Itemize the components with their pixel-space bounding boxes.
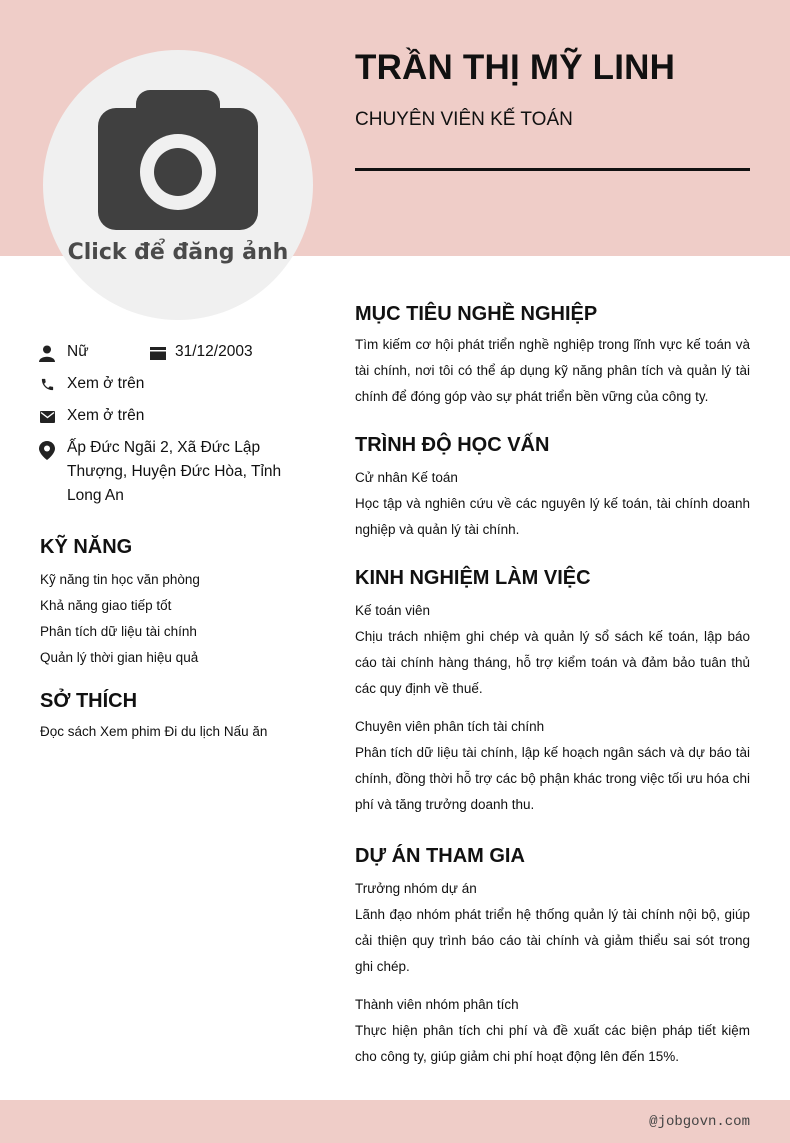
objective-heading: MỤC TIÊU NGHỀ NGHIỆP xyxy=(355,303,598,325)
skill-item: Quản lý thời gian hiệu quả xyxy=(40,650,199,665)
projects-heading: DỰ ÁN THAM GIA xyxy=(355,845,525,867)
address-value: Ấp Đức Ngãi 2, Xã Đức Lập Thượng, Huyện Đức Hòa, Tỉnh Long An xyxy=(67,439,282,504)
experience-text: Chịu trách nhiệm ghi chép và quản lý sổ sách kế toán, lập báo cáo tài chính hàng tháng, hỗ trợ kiểm toán và đảm bảo tuân thủ các quy định về thuế. xyxy=(355,629,750,696)
title-divider xyxy=(355,168,750,171)
photo-upload-label: Click để đăng ảnh xyxy=(67,240,289,265)
calendar-icon xyxy=(150,347,166,360)
education-section xyxy=(355,434,750,543)
candidate-name: TRẦN THỊ MỸ LINH xyxy=(355,48,676,87)
skills-heading: KỸ NĂNG xyxy=(40,536,133,558)
footer-brand: @jobgovn.com xyxy=(649,1114,750,1130)
objective-text: Tìm kiếm cơ hội phát triển nghề nghiệp trong lĩnh vực kế toán và tài chính, nơi tôi có thể áp dụng kỹ năng phân tích và quản lý tài chính để đóng góp vào sự phát triển bền vững của công ty. xyxy=(355,337,750,404)
hobbies-heading: SỞ THÍCH xyxy=(40,690,138,712)
phone-value: Xem ở trên xyxy=(67,375,145,392)
hobbies-text: Đọc sách Xem phim Đi du lịch Nấu ăn xyxy=(40,724,268,739)
skill-item: Kỹ năng tin học văn phòng xyxy=(40,572,200,587)
birthday-value: 31/12/2003 xyxy=(175,343,253,360)
skill-item: Phân tích dữ liệu tài chính xyxy=(40,624,197,639)
education-degree: Cử nhân Kế toán xyxy=(355,470,458,485)
location-pin-icon xyxy=(39,441,55,460)
experience-role: Chuyên viên phân tích tài chính xyxy=(355,719,545,734)
project-text: Thực hiện phân tích chi phí và đề xuất các biện pháp tiết kiệm cho công ty, giúp giảm chi phí hoạt động lên đến 15%. xyxy=(355,1023,750,1064)
education-heading: TRÌNH ĐỘ HỌC VẤN xyxy=(355,434,550,456)
email-value: Xem ở trên xyxy=(67,407,145,424)
projects-section xyxy=(355,845,750,1070)
candidate-title: CHUYÊN VIÊN KẾ TOÁN xyxy=(355,109,573,130)
project-role: Thành viên nhóm phân tích xyxy=(355,997,519,1012)
gender-value: Nữ xyxy=(67,343,89,360)
photo-upload[interactable] xyxy=(43,50,313,320)
person-icon xyxy=(39,345,55,362)
experience-role: Kế toán viên xyxy=(355,603,431,618)
skill-item: Khả năng giao tiếp tốt xyxy=(40,598,172,613)
skills-list xyxy=(40,570,200,674)
objective-section xyxy=(355,303,750,410)
email-icon xyxy=(40,411,55,423)
education-text: Học tập và nghiên cứu về các nguyên lý kế toán, tài chính doanh nghiệp và quản lý tài chính. xyxy=(355,496,750,537)
project-text: Lãnh đạo nhóm phát triển hệ thống quản lý tài chính nội bộ, giúp cải thiện quy trình báo cáo tài chính và giảm thiểu sai sót trong ghi chép. xyxy=(355,907,750,974)
experience-heading: KINH NGHIỆM LÀM VIỆC xyxy=(355,567,591,589)
project-role: Trưởng nhóm dự án xyxy=(355,881,477,896)
experience-section xyxy=(355,567,750,818)
phone-icon xyxy=(40,377,55,392)
camera-icon xyxy=(98,90,258,232)
experience-text: Phân tích dữ liệu tài chính, lập kế hoạch ngân sách và dự báo tài chính, đồng thời hỗ trợ các bộ phận khác trong việc tối ưu hóa chi phí và tăng trưởng doanh thu. xyxy=(355,745,750,812)
